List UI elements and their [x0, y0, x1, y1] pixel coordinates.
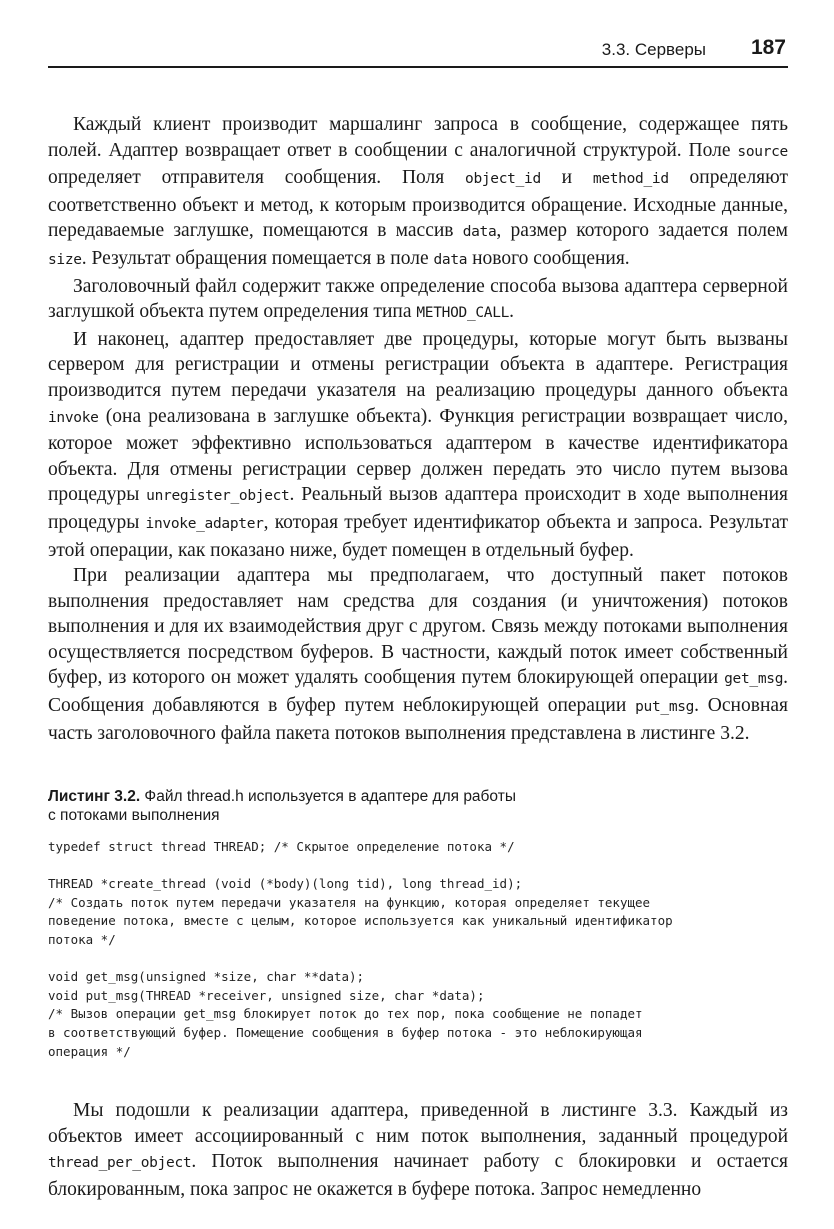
main-text	[48, 112, 788, 746]
text-run: . Реальный вызов адаптера происходит в ходе выполнения процедуры	[48, 484, 788, 533]
text-run: При реализации адаптера мы предполагаем, что доступный пакет потоков выполнения предоставляет нам средства для создания (и уничтожения) потоков выполнения и для их взаимодействия друг с другом. Связь между потоками выполнения осуществляется посредством буферов. В частности, каждый поток имеет собственный буфер, из которого он может удалять сообщения путем блокирующей операции	[48, 565, 788, 689]
listing-caption-line-2: с потоками выполнения	[48, 807, 220, 824]
inline-code-invoke-adapter: invoke_adapter	[145, 515, 264, 532]
code-line	[48, 950, 808, 969]
code-line: в соответствующий буфер. Помещение сообщения в буфер потока - это неблокирующая	[48, 1024, 643, 1040]
code-line: потока */	[48, 931, 116, 947]
listing-caption	[48, 787, 788, 825]
inline-code-unregister-object: unregister_object	[146, 488, 290, 505]
paragraph-1	[48, 112, 788, 274]
text-run: определяет отправителя сообщения. Поля	[48, 167, 466, 189]
code-listing	[48, 838, 808, 1061]
code-line: операция */	[48, 1043, 131, 1059]
text-run: (она реализована в заглушке объекта). Функция регистрации возвращает число, которое может эффективно использоваться адаптером в качестве идентификатора объекта. Для отмены регистрации сервер должен передать это число путем вызова процедуры	[48, 405, 788, 506]
text-run: .	[509, 301, 514, 323]
text-run: Заголовочный файл содержит также определение способа вызова адаптера серверной заглушкой объекта путем определения типа	[48, 275, 788, 323]
code-line	[48, 857, 808, 876]
text-run: . Основная часть заголовочного файла пакета потоков выполнения представлена в листинге 3.2.	[48, 695, 788, 744]
paragraph-2	[48, 274, 788, 327]
text-run: . Поток выполнения начинает работу с блокировки и остается блокированным, пока запрос не окажется в буфере потока. Запрос немедленно	[48, 1151, 788, 1200]
text-run: Каждый клиент производит маршалинг запроса в сообщение, содержащее пять полей. Адаптер возвращает ответ в сообщении с аналогичной структурой. Поле	[48, 114, 788, 161]
page-number: 187	[750, 36, 786, 59]
inline-code-thread-per-object: thread_per_object	[48, 1155, 192, 1172]
inline-code-object-id: object_id	[465, 171, 541, 188]
code-line: void put_msg(THREAD *receiver, unsigned size, char *data);	[48, 987, 485, 1003]
section-title: 3.3. Серверы	[601, 40, 706, 59]
text-run: определяют соответственно объект и метод, к которым производится обращение. Исходные данные, передаваемые заглушке, помещаются в массив	[48, 167, 788, 242]
inline-code-method-call: METHOD_CALL	[416, 305, 510, 322]
text-run: . Сообщения добавляются в буфер путем неблокирующей операции	[48, 667, 788, 717]
paragraph-4	[48, 563, 788, 746]
text-run: Мы подошли к реализации адаптера, приведенной в листинге 3.3. Каждый из объектов имеет ассоциированный с ним поток выполнения, заданный процедурой	[48, 1100, 788, 1147]
paragraph-3	[48, 327, 788, 563]
code-line: THREAD *create_thread (void (*body)(long tid), long thread_id);	[48, 876, 523, 892]
inline-code-data: data	[462, 224, 497, 241]
inline-code-invoke: invoke	[48, 409, 99, 426]
code-line: /* Вызов операции get_msg блокирует поток до тех пор, пока сообщение не попадет	[48, 1006, 643, 1022]
closing-text	[48, 1098, 788, 1202]
text-run: . Результат обращения помещается в поле	[81, 247, 434, 269]
code-line: /* Создать поток путем передачи указателя на функцию, которая определяет текущее	[48, 894, 651, 910]
listing-caption-line-1: Файл thread.h используется в адаптере для работы	[140, 788, 516, 805]
text-run: И наконец, адаптер предоставляет две процедуры, которые могут быть вызваны сервером для регистрации и отмены регистрации объекта в адаптере. Регистрация производится путем передачи указателя на реализацию процедуры данного объекта	[48, 328, 788, 401]
inline-code-put-msg: put_msg	[635, 699, 695, 716]
inline-code-get-msg: get_msg	[724, 671, 784, 688]
text-run: , размер которого задается полем	[496, 220, 788, 242]
code-line: void get_msg(unsigned *size, char **data);	[48, 969, 365, 985]
code-line: поведение потока, вместе с целым, которое используется как уникальный идентификатор	[48, 913, 673, 929]
code-line: typedef struct thread THREAD; /* Скрытое определение потока */	[48, 839, 515, 854]
paragraph-5	[48, 1098, 788, 1202]
inline-code-source: source	[737, 143, 788, 160]
inline-code-size: size	[48, 251, 82, 268]
text-run: и	[540, 167, 593, 189]
listing-label: Листинг 3.2.	[48, 788, 141, 805]
running-header	[48, 34, 788, 68]
inline-code-data: data	[433, 251, 468, 268]
text-run: нового сообщения.	[467, 247, 630, 269]
text-run: , которая требует идентификатор объекта и запроса. Результат этой операции, как показано ниже, будет помещен в отдельный буфер.	[48, 511, 788, 561]
inline-code-method-id: method_id	[592, 171, 669, 188]
